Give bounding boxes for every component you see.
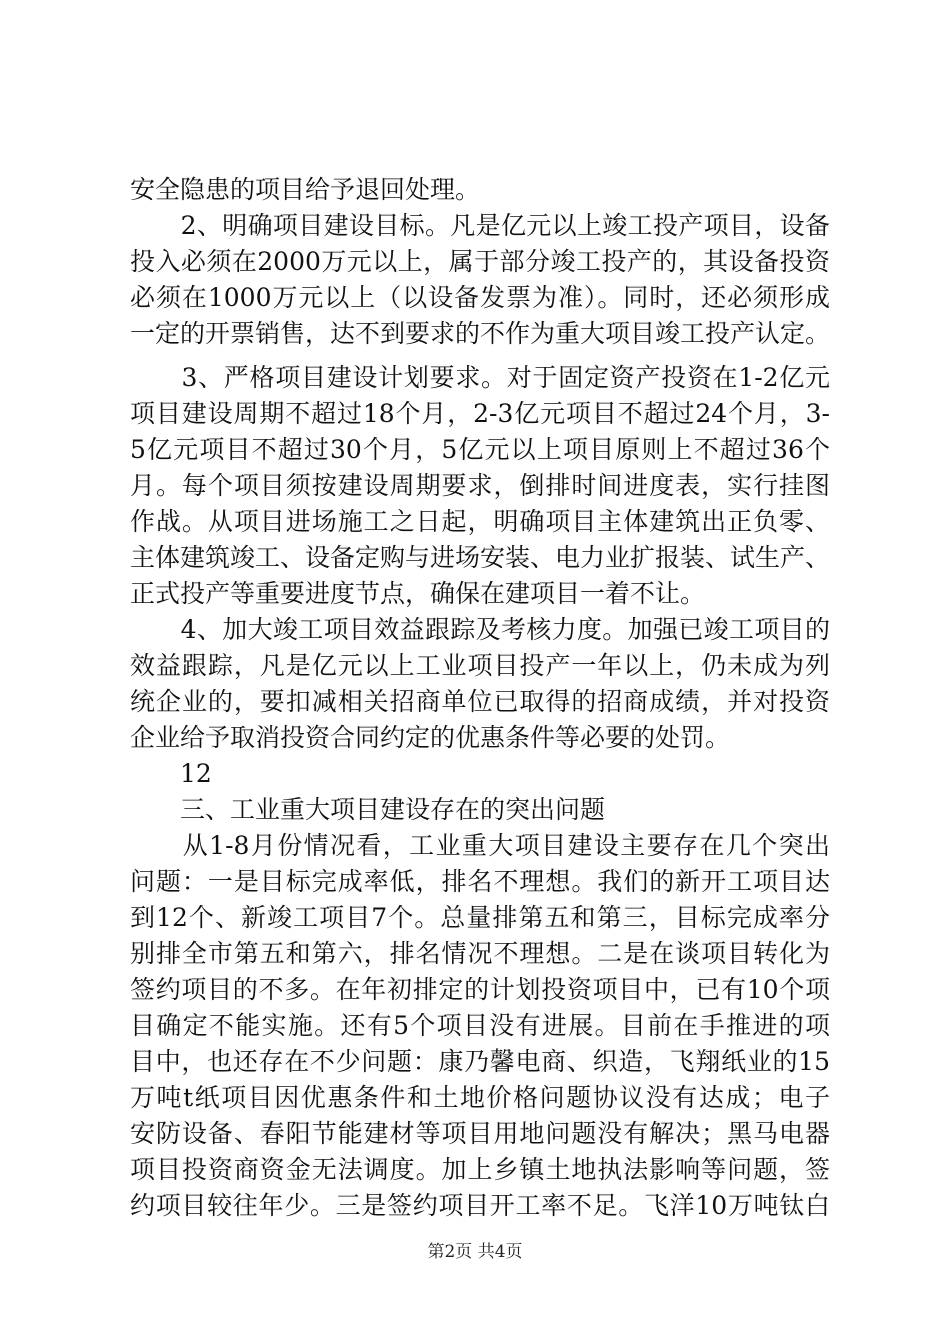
body-line: 到12个、新竣工项目7个。总量排第五和第三，目标完成率分 — [130, 903, 830, 932]
body-line: 作战。从项目进场施工之日起，明确项目主体建筑出正负零、 — [130, 507, 830, 536]
body-line: 主体建筑竣工、设备定购与进场安装、电力业扩报装、试生产、 — [130, 543, 831, 572]
body-line: 正式投产等重要进度节点，确保在建项目一着不让。 — [130, 579, 706, 608]
body-line: 项目建设周期不超过18个月，2-3亿元项目不超过24个月，3- — [130, 399, 830, 428]
body-line: 企业给予取消投资合同约定的优惠条件等必要的处罚。 — [130, 723, 731, 752]
body-line: 安防设备、春阳节能建材等项目用地问题没有解决；黑马电器 — [130, 1119, 830, 1148]
body-line: 别排全市第五和第六，排名情况不理想。二是在谈项目转化为 — [130, 939, 830, 968]
body-line: 约项目较往年少。三是签约项目开工率不足。飞洋10万吨钛白 — [130, 1191, 830, 1220]
body-line: 一定的开票销售，达不到要求的不作为重大项目竣工投产认定。 — [130, 319, 831, 348]
body-line: 统企业的，要扣减相关招商单位已取得的招商成绩，并对投资 — [130, 687, 830, 716]
body-line: 签约项目的不多。在年初排定的计划投资项目中，已有10个项 — [130, 975, 830, 1004]
body-line: 万吨t纸项目因优惠条件和土地价格问题协议没有达成；电子 — [130, 1083, 830, 1112]
body-line: 目中，也还存在不少问题：康乃馨电商、织造，飞翔纸业的15 — [130, 1047, 830, 1076]
body-line: 问题：一是目标完成率低，排名不理想。我们的新开工项目达 — [130, 867, 830, 896]
body-line: 5亿元项目不超过30个月，5亿元以上项目原则上不超过36个 — [130, 435, 830, 464]
section-heading: 三、工业重大项目建设存在的突出问题 — [130, 795, 606, 824]
body-line: 4、加大竣工项目效益跟踪及考核力度。加强已竣工项目的 — [130, 615, 830, 644]
body-line: 从1-8月份情况看，工业重大项目建设主要存在几个突出 — [130, 831, 830, 860]
body-line: 安全隐患的项目给予退回处理。 — [130, 175, 481, 204]
body-line: 目确定不能实施。还有5个项目没有进展。目前在手推进的项 — [130, 1011, 830, 1040]
body-line: 效益跟踪，凡是亿元以上工业项目投产一年以上，仍未成为列 — [130, 651, 830, 680]
body-line: 必须在1000万元以上（以设备发票为准）。同时，还必须形成 — [130, 283, 830, 312]
body-line: 2、明确项目建设目标。凡是亿元以上竣工投产项目，设备 — [130, 211, 830, 240]
page-footer: 第2页 共4页 — [427, 1242, 523, 1262]
body-line: 3、严格项目建设计划要求。对于固定资产投资在1-2亿元 — [130, 363, 830, 392]
body-line: 项目投资商资金无法调度。加上乡镇土地执法影响等问题，签 — [130, 1155, 830, 1184]
body-line: 投入必须在2000万元以上，属于部分竣工投产的，其设备投资 — [130, 247, 830, 276]
page-number-marker: 12 — [130, 759, 212, 788]
body-line: 月。每个项目须按建设周期要求，倒排时间进度表，实行挂图 — [130, 471, 830, 500]
